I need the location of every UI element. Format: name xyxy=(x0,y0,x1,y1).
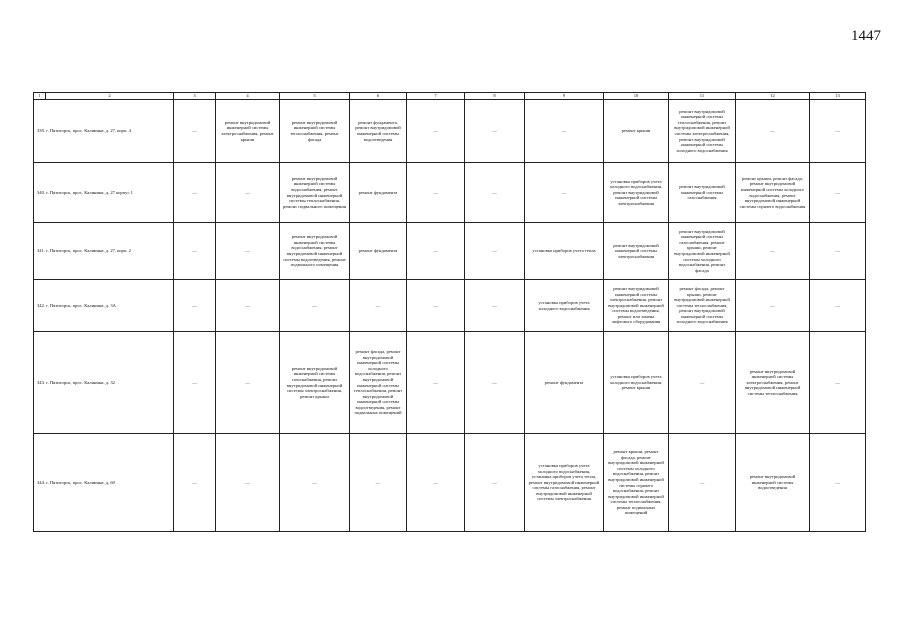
address-cell xyxy=(34,332,174,434)
row-number: 341. xyxy=(37,248,46,254)
work-cell: — xyxy=(465,163,525,223)
work-cell: ремонт внутридомовой инженерной системы газоснабжения xyxy=(669,163,736,223)
work-cell: — xyxy=(736,100,810,163)
work-cell: ремонт внутридомовой инженерной системы водоснабжения, ремонт внутридомовой инженерной системы водоотведения, ремонт подвального помещения xyxy=(280,223,350,280)
work-cell: ремонт фундамента xyxy=(350,223,407,280)
work-cell: — xyxy=(407,163,465,223)
work-cell: — xyxy=(465,223,525,280)
work-cell: — xyxy=(465,280,525,332)
work-cell: — xyxy=(216,223,280,280)
work-cell: ремонт внутридомовой инженерной системы водоотведения xyxy=(736,434,810,532)
work-cell: ремонт внутридомовой инженерной системы газоснабжения, ремонт внутридомовой инженерной системы электроснабжения, ремонт крыши xyxy=(280,332,350,434)
column-number: 9 xyxy=(525,93,604,100)
table-row xyxy=(34,100,866,163)
page-number: 1447 xyxy=(851,28,881,44)
work-cell: — xyxy=(669,332,736,434)
row-number: 340. xyxy=(37,189,46,195)
work-cell: — xyxy=(810,100,866,163)
work-cell: — xyxy=(465,100,525,163)
work-cell: ремонт фасада, ремонт крыши, ремонт внутридомовой инженерной системы теплоснабжения, ремонт внутридомовой инженерной системы холодного водоснабжения xyxy=(669,280,736,332)
address-cell xyxy=(34,223,174,280)
address-cell xyxy=(34,100,174,163)
address-text: г. Пятигорск, прос. Калинина, д. 3А xyxy=(46,302,116,308)
work-cell: — xyxy=(407,332,465,434)
table-row xyxy=(34,163,866,223)
work-cell: — xyxy=(525,163,604,223)
work-cell: — xyxy=(465,332,525,434)
work-cell: установка приборов учета холодного водоснабжения xyxy=(525,280,604,332)
work-cell: — xyxy=(174,280,216,332)
address-text: г. Пятигорск, прос. Калинина, д. 27 корпус 1 xyxy=(46,189,133,195)
column-number: 4 xyxy=(216,93,280,100)
work-cell: — xyxy=(669,434,736,532)
row-number: 342. xyxy=(37,302,46,308)
table-row xyxy=(34,332,866,434)
work-cell: — xyxy=(810,434,866,532)
work-cell: — xyxy=(810,223,866,280)
column-number: 13 xyxy=(810,93,866,100)
work-cell: — xyxy=(216,332,280,434)
work-cell: ремонт фундамента xyxy=(350,163,407,223)
work-cell: ремонт внутридомовой инженерной системы электроснабжения, ремонт внутридомовой инженерной системы водоотведения, ремонт или замена лифтового оборудования xyxy=(604,280,669,332)
work-cell: установка приборов учета тепла xyxy=(525,223,604,280)
column-number: 7 xyxy=(407,93,465,100)
work-cell: ремонт внутридомовой инженерной системы электроснабжения, ремонт крыши xyxy=(216,100,280,163)
work-cell: — xyxy=(810,163,866,223)
work-cell: — xyxy=(736,223,810,280)
work-cell: — xyxy=(280,280,350,332)
work-cell: — xyxy=(174,100,216,163)
work-cell: — xyxy=(736,280,810,332)
work-cell: — xyxy=(810,280,866,332)
column-number: 1 xyxy=(34,93,46,100)
work-cell: ремонт внутридомовой инженерной системы теплоснабжения, ремонт фасада xyxy=(280,100,350,163)
column-number: 11 xyxy=(669,93,736,100)
work-cell: ремонт фасада, ремонт внутридомовой инженерной системы холодного водоснабжения, ремонт внутридомовой инженерной системы теплоснабжения, ремонт внутридомовой инженерной системы водоотведения, ремонт подвальных помещений xyxy=(350,332,407,434)
work-cell: — xyxy=(407,223,465,280)
work-cell: ремонт внутридомовой инженерной системы электроснабжения, ремонт внутридомовой инженерной системы теплоснабжения xyxy=(736,332,810,434)
work-cell: ремонт крыши, ремонт фасада, ремонт внутридомовой инженерной системы холодного водоснабжения, ремонт внутридомовой инженерной системы горячего водоснабжения, ремонт внутридомовой инженерной системы теплоснабжения, ремонт подвальных помещений xyxy=(604,434,669,532)
work-cell: — xyxy=(216,163,280,223)
work-cell: — xyxy=(810,332,866,434)
table-row xyxy=(34,223,866,280)
table-row xyxy=(34,434,866,532)
column-number: 12 xyxy=(736,93,810,100)
work-cell: установка приборов учета холодного водоснабжения, установка приборов учета тепла, ремонт внутридомовой инженерной системы газоснабжения, ремонт внутридомовой инженерной системы электроснабжения xyxy=(525,434,604,532)
column-number: 6 xyxy=(350,93,407,100)
work-cell: ремонт крыши, ремонт фасада, ремонт внутридомовой инженерной системы холодного водоснабжения, ремонт внутридомовой инженерной системы горячего водоснабжения xyxy=(736,163,810,223)
row-number: 339. xyxy=(37,128,46,134)
work-cell: — xyxy=(407,434,465,532)
work-cell: ремонт внутридомовой инженерной системы водоснабжения, ремонт внутридомовой инженерной системы теплоснабжения, ремонт подвального помещения xyxy=(280,163,350,223)
column-number: 10 xyxy=(604,93,669,100)
work-cell: установка приборов учета холодного водоснабжения, ремонт внутридомовой инженерной системы электроснабжения xyxy=(604,163,669,223)
address-cell xyxy=(34,434,174,532)
work-cell: ремонт внутридомовой инженерной системы электроснабжения xyxy=(604,223,669,280)
work-cell: — xyxy=(350,280,407,332)
work-cell: — xyxy=(280,434,350,532)
work-cell: ремонт фундамента, ремонт внутридомовой инженерной системы водоотведения xyxy=(350,100,407,163)
capital-repair-table xyxy=(33,92,866,532)
table-row xyxy=(34,280,866,332)
address-cell xyxy=(34,280,174,332)
work-cell: — xyxy=(350,434,407,532)
work-cell: — xyxy=(407,280,465,332)
column-number: 3 xyxy=(174,93,216,100)
work-cell: — xyxy=(174,332,216,434)
work-cell: — xyxy=(216,434,280,532)
work-cell: — xyxy=(407,100,465,163)
work-cell: — xyxy=(174,163,216,223)
work-cell: — xyxy=(465,434,525,532)
column-number: 5 xyxy=(280,93,350,100)
work-cell: установка приборов учета холодного водоснабжения, ремонт крыши xyxy=(604,332,669,434)
row-number: 343. xyxy=(37,379,46,385)
address-text: г. Пятигорск, прос. Калинина, д. 27, корп. 2 xyxy=(46,248,131,254)
work-cell: ремонт крыши xyxy=(604,100,669,163)
address-text: г. Пятигорск, прос. Калинина, д. 27, корп. 4 xyxy=(46,128,131,134)
work-cell: — xyxy=(174,223,216,280)
work-cell: — xyxy=(174,434,216,532)
work-cell: ремонт фундамента xyxy=(525,332,604,434)
work-cell: ремонт внутридомовой инженерной системы теплоснабжения, ремонт внутридомовой инженерной системы электроснабжения, ремонт внутридомовой инженерной системы холодного водоснабжения xyxy=(669,100,736,163)
column-number-row xyxy=(34,93,866,100)
work-cell: — xyxy=(216,280,280,332)
column-number: 8 xyxy=(465,93,525,100)
address-cell xyxy=(34,163,174,223)
work-cell: — xyxy=(525,100,604,163)
address-text: г. Пятигорск, прос. Калинина, д. 32 xyxy=(46,379,115,385)
column-number: 2 xyxy=(46,93,174,100)
address-text: г. Пятигорск, прос. Калинина, д. 60 xyxy=(46,479,115,485)
work-cell: ремонт внутридомовой инженерной системы газоснабжения, ремонт крыши, ремонт внутридомовой инженерной системы холодного водоснабжения, ремонт фасада xyxy=(669,223,736,280)
row-number: 344. xyxy=(37,479,46,485)
